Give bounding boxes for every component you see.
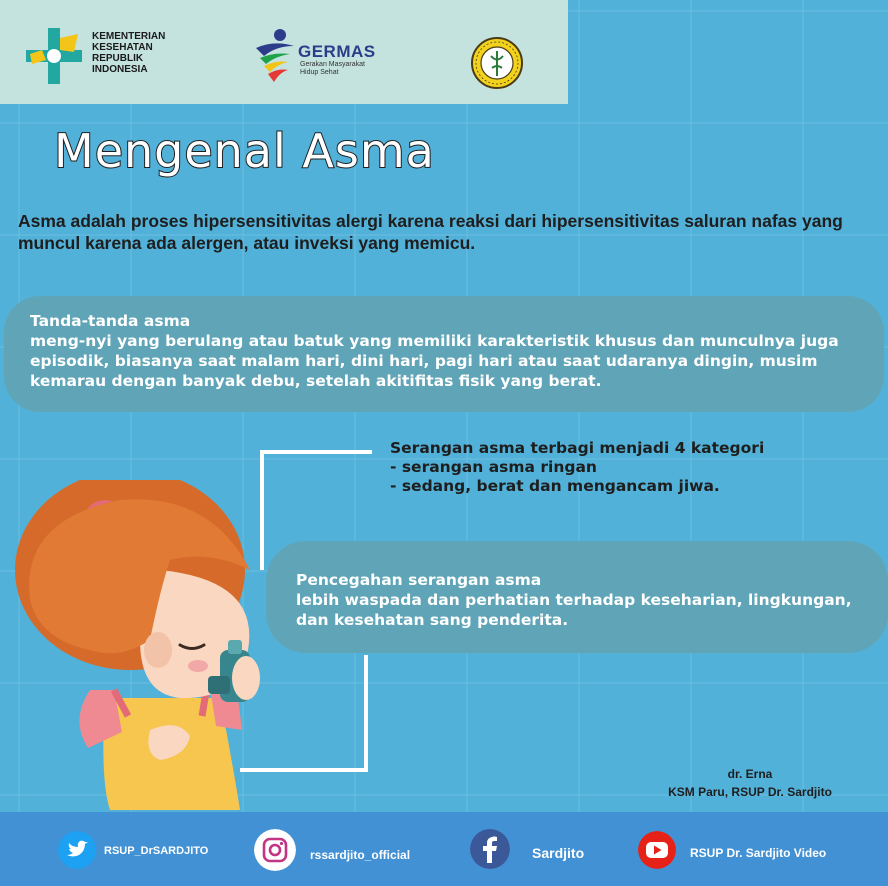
social-footer xyxy=(0,812,888,886)
symptoms-body: meng-nyi yang berulang atau batuk yang memiliki karakteristik khusus dan munculnya juga episodik, biasanya saat malam hari, dini hari, pagi hari atau saat udaranya dingin, musim kemarau dengan banyak debu, setelah akitifitas fisik yang berat. xyxy=(30,332,839,390)
attack-heading: Serangan asma terbagi menjadi 4 kategori xyxy=(390,439,765,457)
instagram-icon[interactable] xyxy=(254,829,296,871)
girl-inhaler-illustration xyxy=(10,480,280,810)
germas-subtitle: Gerakan Masyarakat Hidup Sehat xyxy=(300,61,365,76)
youtube-icon[interactable] xyxy=(638,831,676,869)
author-credit xyxy=(600,765,888,801)
page-title: Mengenal Asma xyxy=(54,124,435,178)
twitter-icon[interactable] xyxy=(58,831,96,869)
attack-item: - serangan asma ringan xyxy=(390,458,597,476)
prevention-heading: Pencegahan serangan asma xyxy=(296,571,542,589)
prevention-content xyxy=(296,570,881,630)
youtube-channel[interactable]: RSUP Dr. Sardjito Video xyxy=(690,846,827,860)
facebook-icon[interactable] xyxy=(470,829,510,869)
prevention-body: lebih waspada dan perhatian terhadap keseharian, lingkungan, dan kesehatan sang penderita. xyxy=(296,591,852,629)
author-affiliation: KSM Paru, RSUP Dr. Sardjito xyxy=(668,785,832,799)
twitter-handle[interactable]: RSUP_DrSARDJITO xyxy=(104,845,209,857)
germas-title: GERMAS xyxy=(298,42,376,61)
sardjito-seal-icon xyxy=(470,36,524,90)
ministry-name: KEMENTERIAN KESEHATAN REPUBLIK INDONESIA xyxy=(92,31,166,75)
germas-logo-icon xyxy=(252,26,302,84)
instagram-handle[interactable]: rssardjito_official xyxy=(310,848,411,862)
attack-categories xyxy=(390,439,870,496)
facebook-handle[interactable]: Sardjito xyxy=(532,845,585,861)
author-name: dr. Erna xyxy=(727,767,773,781)
kemenkes-logo-icon xyxy=(22,24,86,88)
intro-paragraph: Asma adalah proses hipersensitivitas alergi karena reaksi dari hipersensitivitas saluran nafas yang muncul karena ada alergen, atau inveksi yang memicu. xyxy=(18,211,843,253)
symptoms-heading: Tanda-tanda asma xyxy=(30,312,191,330)
attack-item: - sedang, berat dan mengancam jiwa. xyxy=(390,477,720,495)
symptoms-content xyxy=(30,311,880,391)
